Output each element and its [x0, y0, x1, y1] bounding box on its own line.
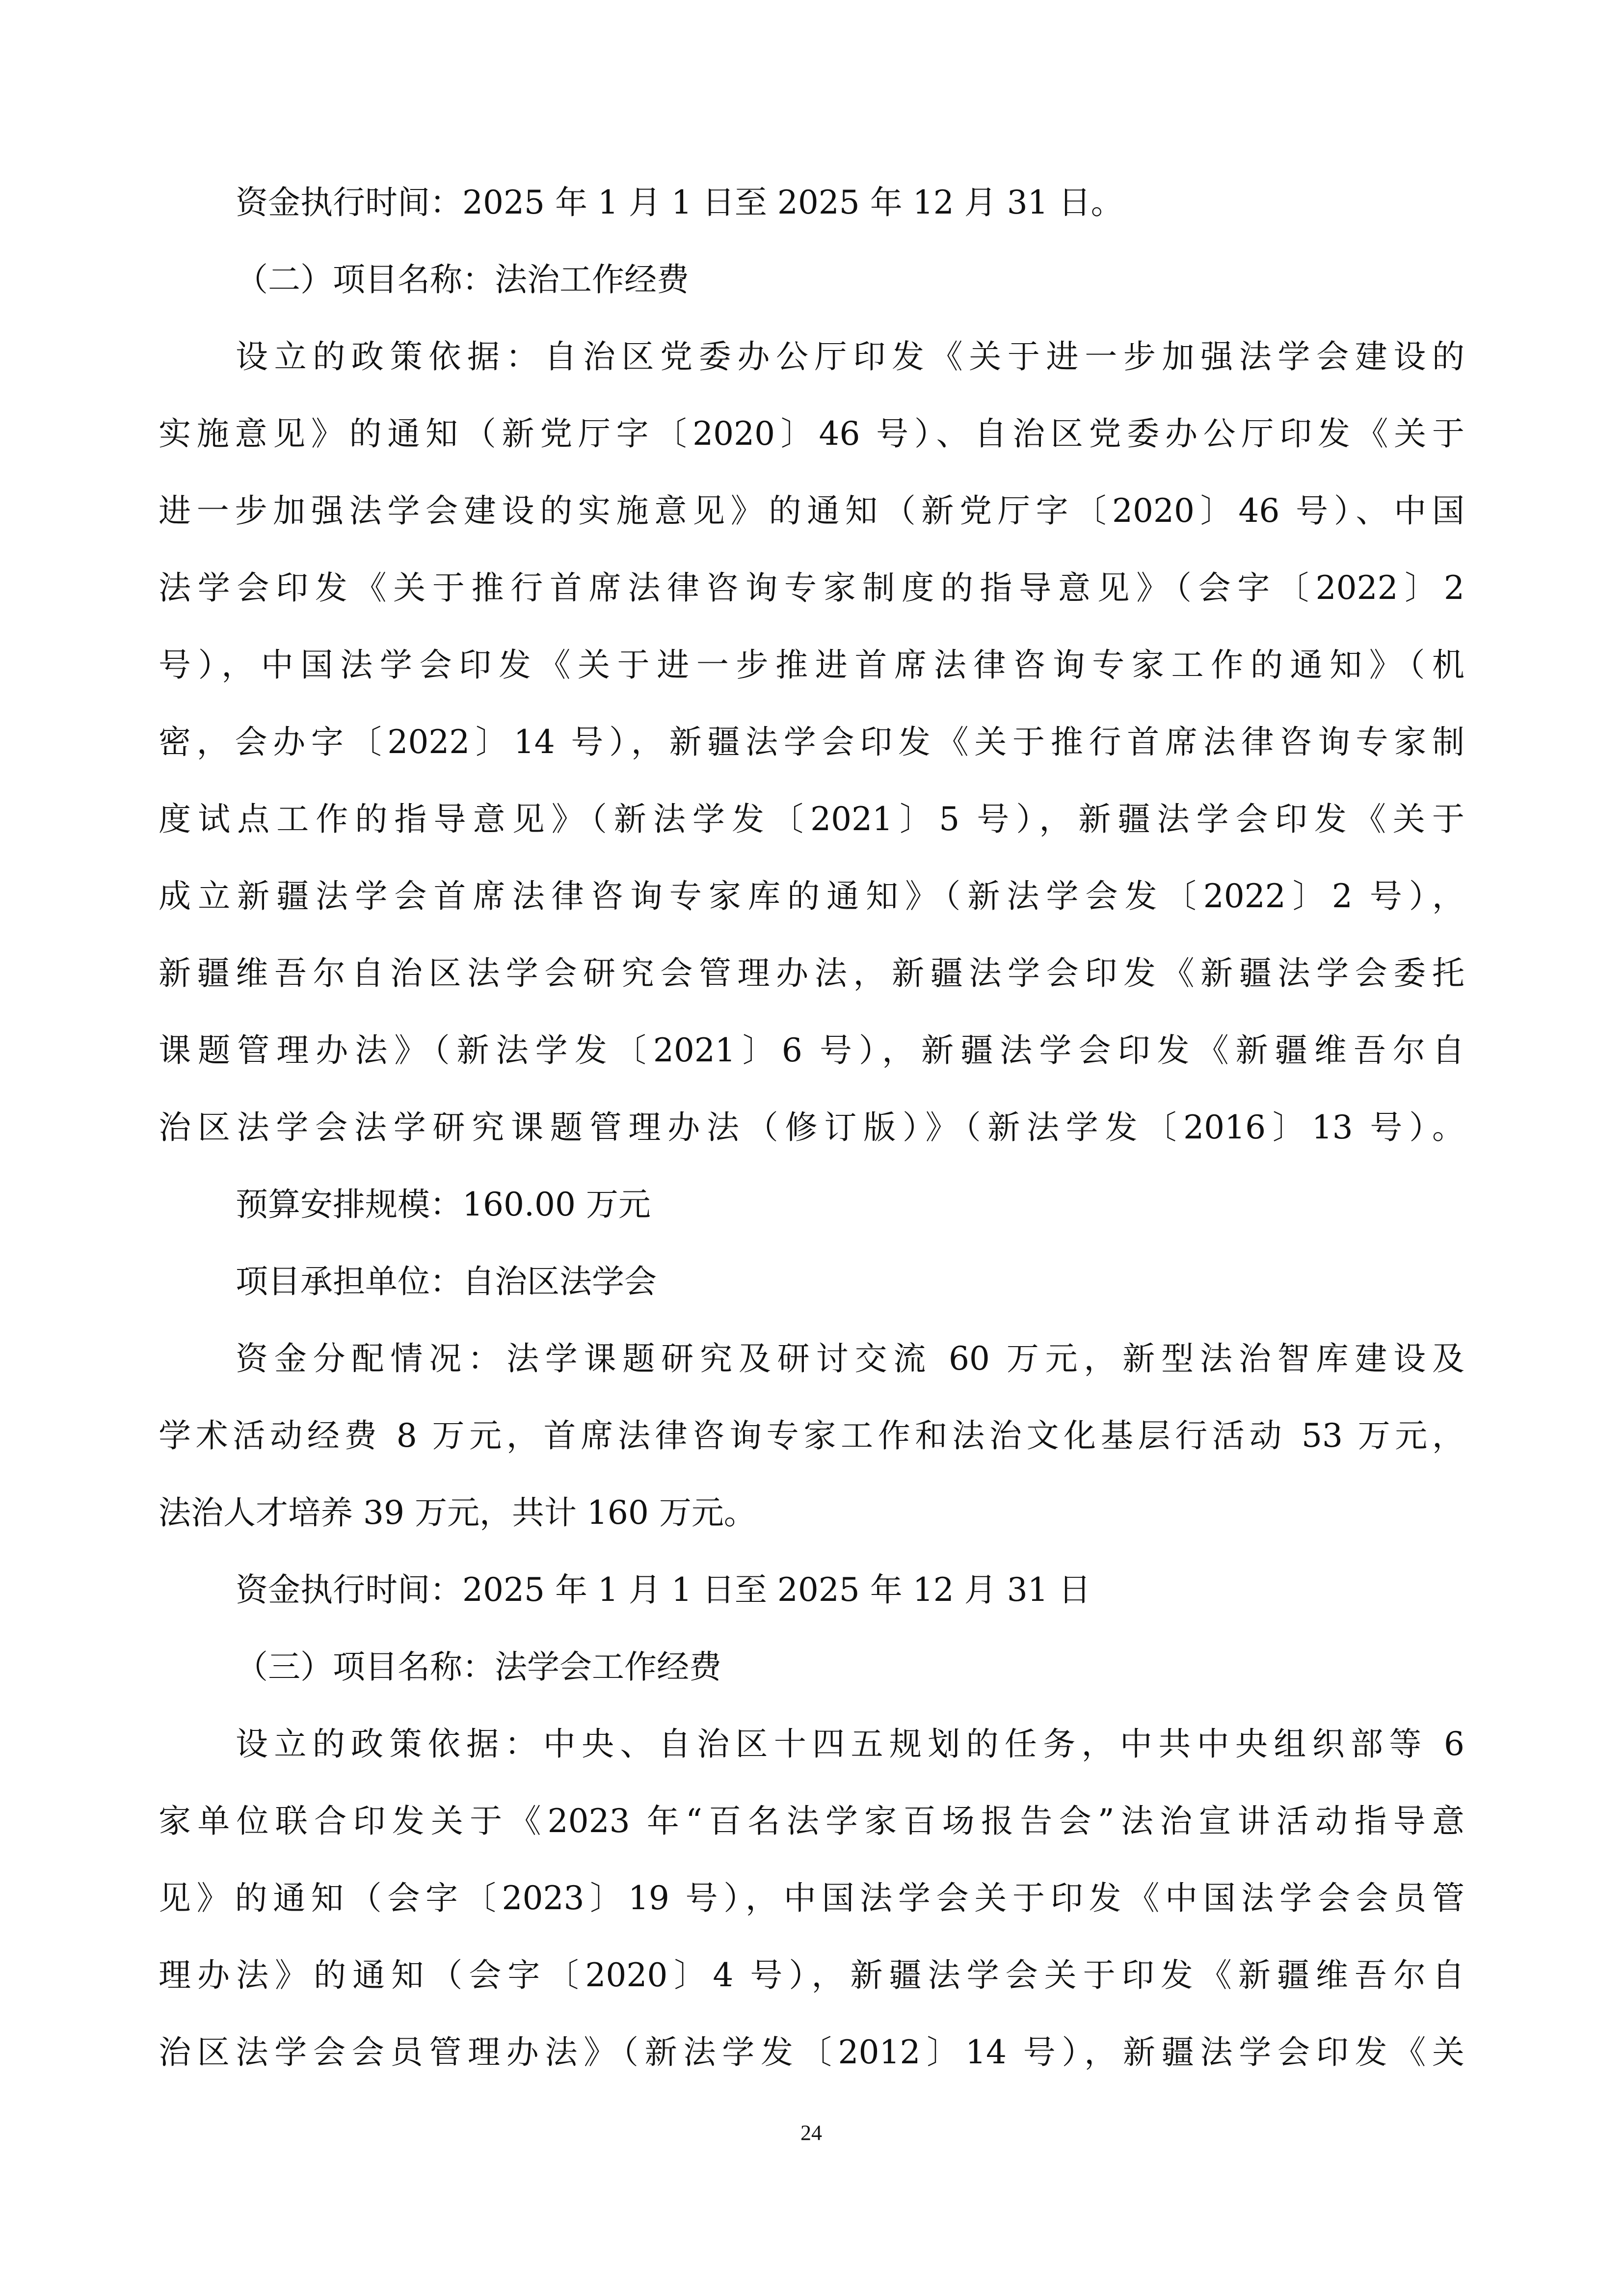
paragraph-line: 新疆维吾尔自治区法学会研究会管理办法，新疆法学会印发《新疆法学会委托: [159, 954, 1464, 992]
paragraph-line: 号），中国法学会印发《关于进一步推进首席法律咨询专家工作的通知》（机: [159, 646, 1464, 684]
section-heading: （三）项目名称：法学会工作经费: [236, 1648, 721, 1686]
paragraph-line: 资金执行时间：2025 年 1 月 1 日至 2025 年 12 月 31 日: [236, 1571, 1091, 1609]
paragraph-line: 设立的政策依据：中央、自治区十四五规划的任务，中共中央组织部等 6: [236, 1725, 1464, 1763]
paragraph-line: 度试点工作的指导意见》（新法学发〔2021〕5 号），新疆法学会印发《关于: [159, 800, 1464, 838]
paragraph-line: 理办法》的通知（会字〔2020〕4 号），新疆法学会关于印发《新疆维吾尔自: [159, 1956, 1464, 1994]
paragraph-line: 法学会印发《关于推行首席法律咨询专家制度的指导意见》（会字〔2022〕2: [159, 569, 1464, 607]
paragraph-line: 进一步加强法学会建设的实施意见》的通知（新党厅字〔2020〕46 号）、中国: [159, 492, 1464, 530]
paragraph-line: 学术活动经费 8 万元，首席法律咨询专家工作和法治文化基层行活动 53 万元，: [159, 1417, 1464, 1455]
paragraph-line: 实施意见》的通知（新党厅字〔2020〕46 号）、自治区党委办公厅印发《关于: [159, 415, 1464, 453]
paragraph-line: 治区法学会法学研究课题管理办法（修订版）》（新法学发〔2016〕13 号）。: [159, 1108, 1464, 1146]
section-heading: （二）项目名称：法治工作经费: [236, 261, 689, 298]
paragraph-line: 家单位联合印发关于《2023 年“百名法学家百场报告会”法治宣讲活动指导意: [159, 1802, 1464, 1840]
paragraph-line: 见》的通知（会字〔2023〕19 号），中国法学会关于印发《中国法学会会员管: [159, 1879, 1464, 1917]
paragraph-line: 资金执行时间：2025 年 1 月 1 日至 2025 年 12 月 31 日。: [236, 184, 1123, 221]
paragraph-line: 治区法学会会员管理办法》（新法学发〔2012〕14 号），新疆法学会印发《关: [159, 2033, 1464, 2071]
paragraph-line: 成立新疆法学会首席法律咨询专家库的通知》（新法学会发〔2022〕2 号），: [159, 877, 1464, 915]
paragraph-line: 项目承担单位：自治区法学会: [236, 1263, 657, 1300]
paragraph-line: 法治人才培养 39 万元，共计 160 万元。: [159, 1494, 756, 1532]
paragraph-line: 设立的政策依据：自治区党委办公厅印发《关于进一步加强法学会建设的: [236, 338, 1464, 376]
paragraph-line: 课题管理办法》（新法学发〔2021〕6 号），新疆法学会印发《新疆维吾尔自: [159, 1031, 1464, 1069]
page-number: 24: [800, 2121, 822, 2145]
paragraph-line: 资金分配情况：法学课题研究及研讨交流 60 万元，新型法治智库建设及: [236, 1340, 1464, 1378]
paragraph-line: 密，会办字〔2022〕14 号），新疆法学会印发《关于推行首席法律咨询专家制: [159, 723, 1464, 761]
paragraph-line: 预算安排规模：160.00 万元: [236, 1186, 651, 1223]
